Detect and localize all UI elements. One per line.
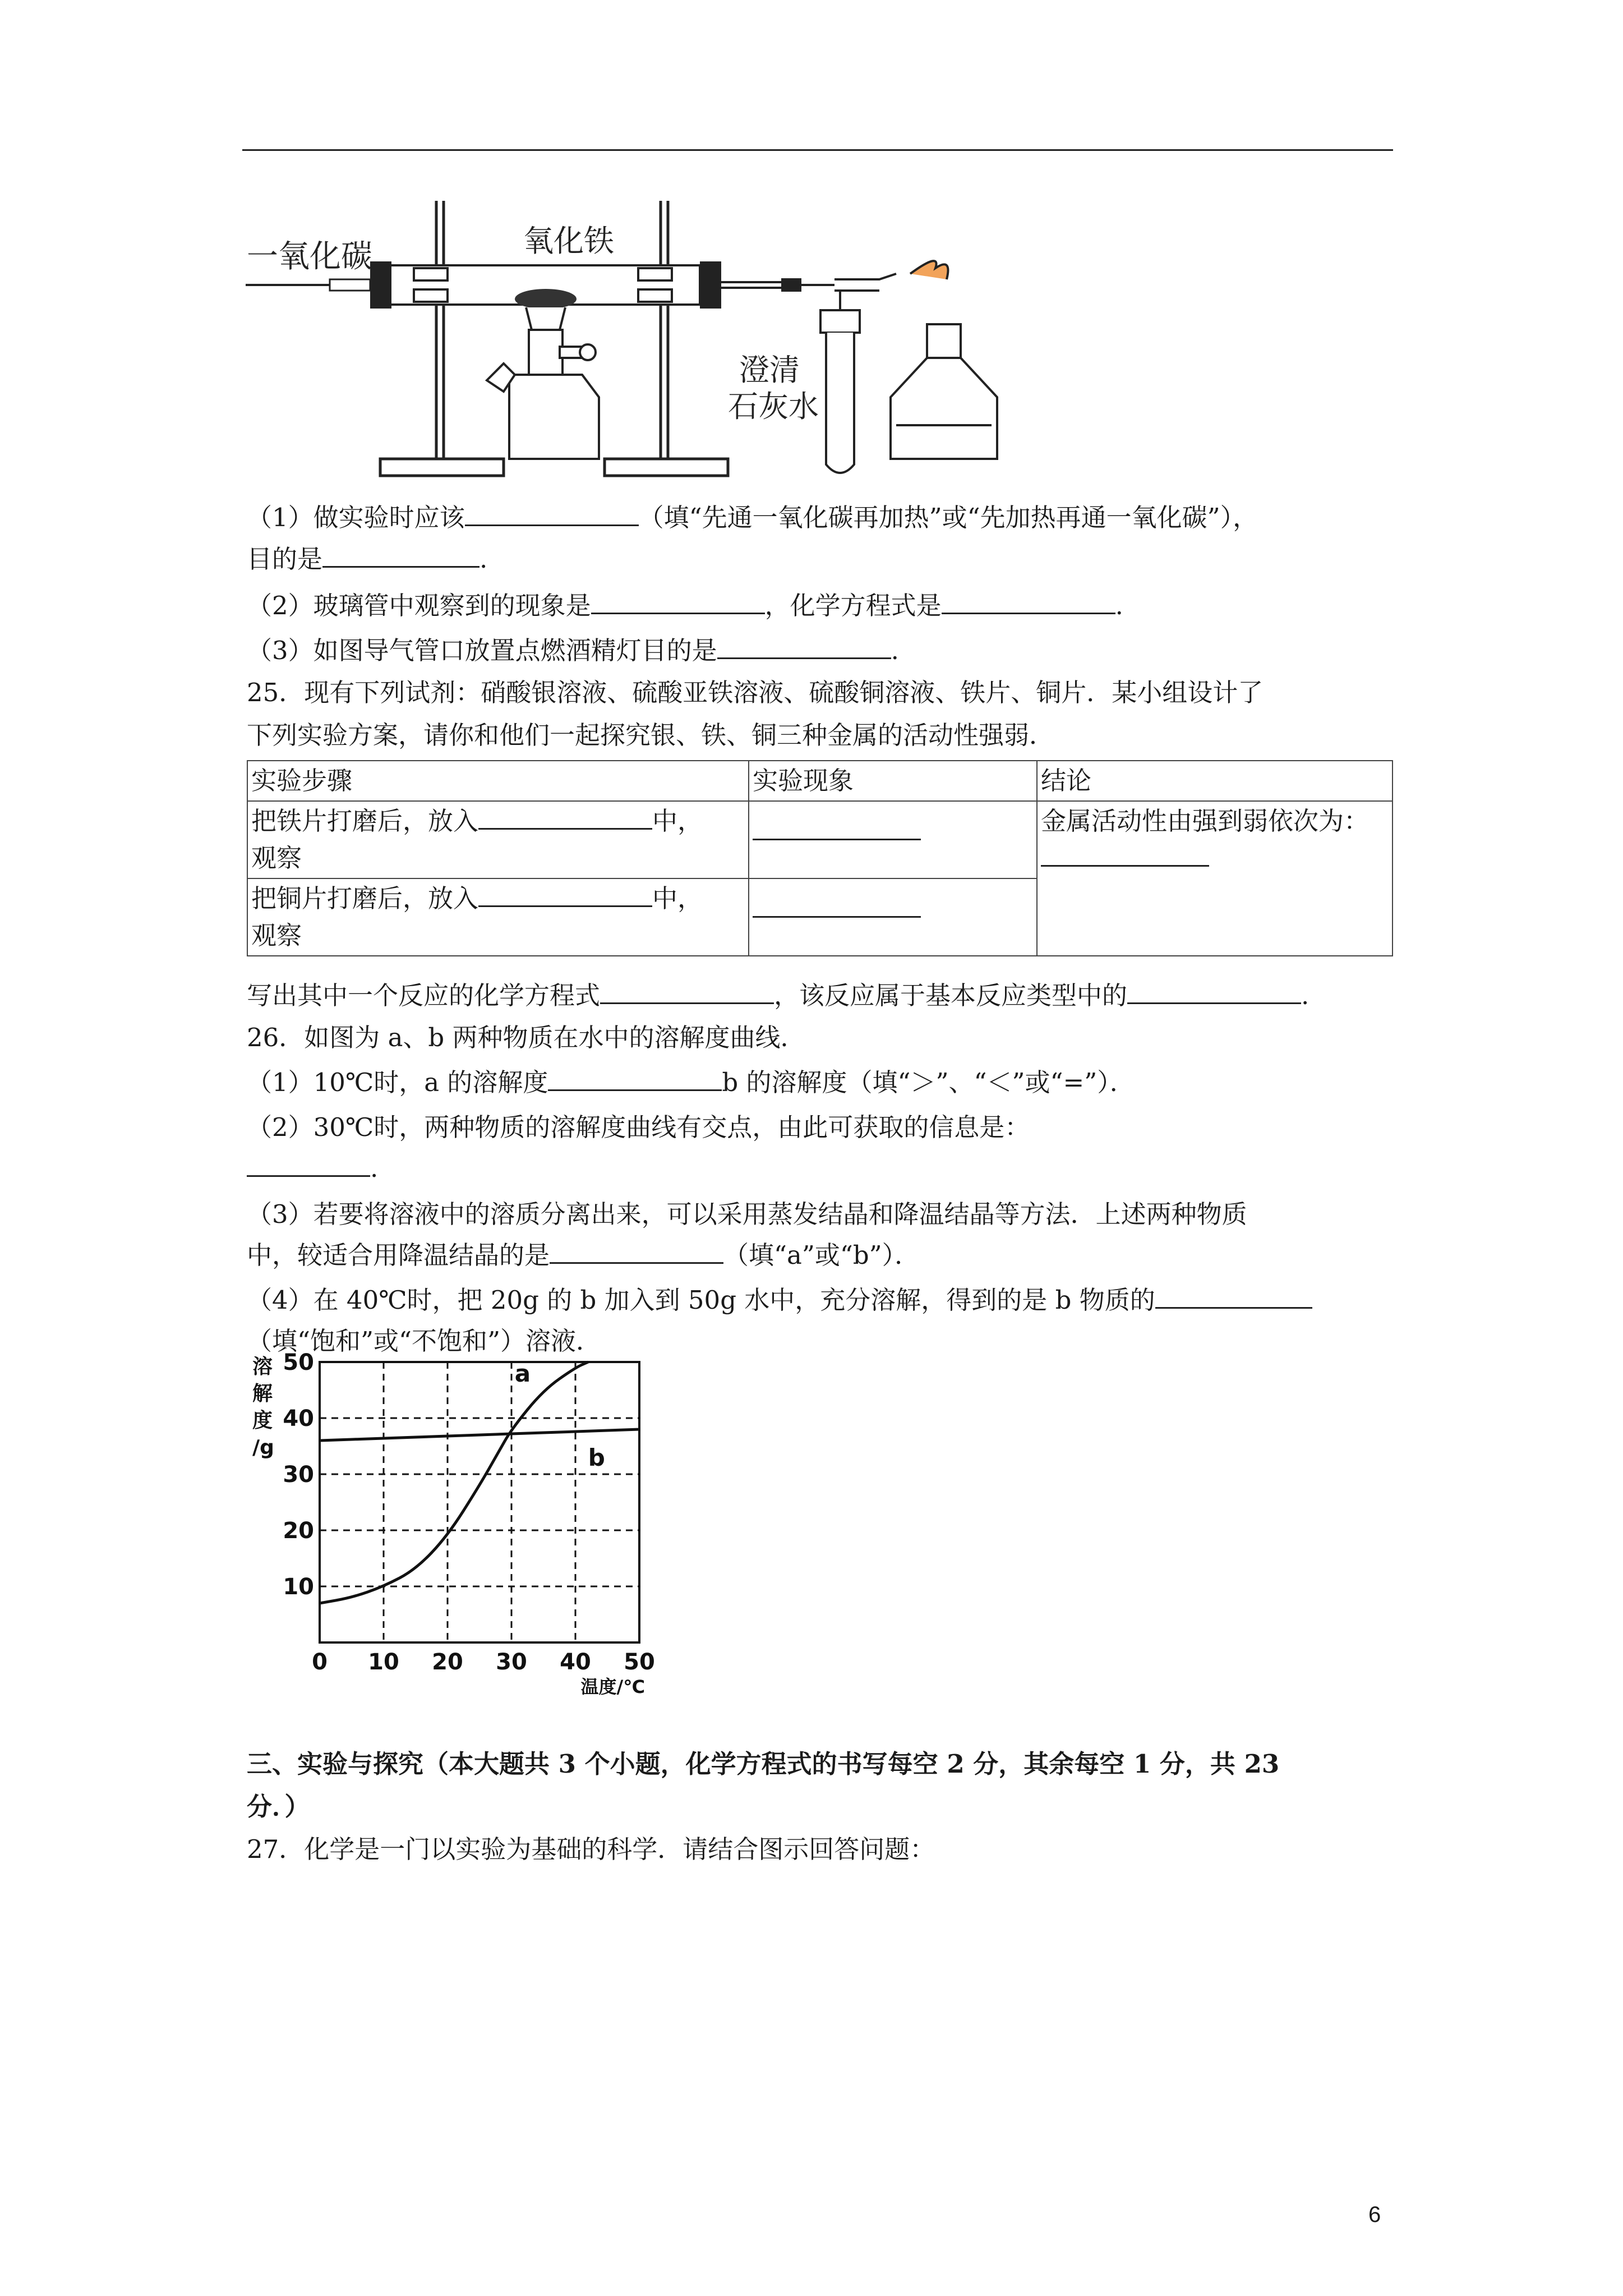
answer-blank[interactable] <box>717 633 891 659</box>
x-tick-label: 20 <box>432 1649 463 1675</box>
answer-blank[interactable] <box>942 588 1115 614</box>
q24-part1-line1: （1）做实验时应该 （填“先通一氧化碳再加热”或“先加热再通一氧化碳”）， <box>247 498 1258 537</box>
series-a-curve <box>320 1362 588 1603</box>
x-tick-label: 40 <box>560 1649 591 1675</box>
header-observation: 实验现象 <box>749 761 1037 801</box>
y-tick-label: 40 <box>283 1406 314 1432</box>
series-a-label: a <box>514 1360 531 1387</box>
q25-intro-line2: 下列实验方案，请你和他们一起探究银、铁、铜三种金属的活动性强弱． <box>247 720 1055 750</box>
x-tick-label: 0 <box>312 1649 328 1675</box>
header-rule <box>242 149 1393 151</box>
conclusion-cell: 金属活动性由强到弱依次为： <box>1037 801 1393 956</box>
series-b-curve <box>320 1429 639 1441</box>
answer-blank[interactable] <box>247 1151 370 1177</box>
x-tick-label: 30 <box>496 1649 527 1675</box>
observation-copper <box>749 878 1037 956</box>
q27-intro: 27．化学是一门以实验为基础的科学．请结合图示回答问题： <box>247 1834 935 1864</box>
step-copper: 把铜片打磨后，放入 中， 观察 <box>247 878 749 956</box>
solubility-chart <box>247 1350 655 1704</box>
iron-oxide-label: 氧化铁 <box>523 223 614 259</box>
q24-part1-line2: 目的是 . <box>247 540 487 579</box>
header-steps: 实验步骤 <box>247 761 749 801</box>
x-tick-label: 10 <box>368 1649 399 1675</box>
q26-part3-line1: （3）若要将溶液中的溶质分离出来，可以采用蒸发结晶和降温结晶等方法．上述两种物质 <box>247 1199 1247 1229</box>
header-conclusion: 结论 <box>1037 761 1393 801</box>
q25-equation-line: 写出其中一个反应的化学方程式 ，该反应属于基本反应类型中的 . <box>247 976 1309 1015</box>
y-axis-label: 溶 <box>252 1355 273 1378</box>
q26-intro: 26．如图为 a、b 两种物质在水中的溶解度曲线． <box>247 1023 806 1052</box>
plot-frame <box>320 1362 639 1642</box>
answer-blank[interactable] <box>1155 1282 1312 1309</box>
q26-part4-line2: （填“饱和”或“不饱和”）溶液． <box>247 1326 602 1356</box>
q26-part3-line2: 中，较适合用降温结晶的是 （填“a”或“b”）． <box>247 1236 920 1275</box>
answer-blank[interactable] <box>753 814 921 840</box>
co-reduction-apparatus-figure <box>246 195 1000 484</box>
observation-iron <box>749 801 1037 878</box>
x-tick-label: 50 <box>624 1649 655 1675</box>
answer-blank[interactable] <box>1127 978 1301 1004</box>
section3-title-line2: 分．） <box>247 1792 310 1821</box>
y-axis-label: 度 <box>252 1409 273 1432</box>
y-axis-label: /g <box>252 1436 274 1459</box>
answer-blank[interactable] <box>550 1237 723 1264</box>
q26-part4-line1: （4）在 40℃时，把 20g 的 b 加入到 50g 水中，充分溶解，得到的是 b 物质的 <box>247 1281 1312 1320</box>
y-tick-label: 50 <box>283 1350 314 1375</box>
limewater-label-2: 石灰水 <box>728 389 819 424</box>
q24-part2: （2）玻璃管中观察到的现象是 ，化学方程式是 . <box>247 586 1123 625</box>
q24-part3: （3）如图导气管口放置点燃酒精灯目的是 . <box>247 631 899 670</box>
answer-blank[interactable] <box>1041 840 1209 867</box>
answer-blank[interactable] <box>753 891 921 918</box>
answer-blank[interactable] <box>600 978 774 1004</box>
limewater-label-1: 澄清 <box>739 352 800 388</box>
x-axis-label: 温度/℃ <box>580 1676 645 1697</box>
y-axis-label: 解 <box>252 1382 273 1405</box>
answer-blank[interactable] <box>465 500 639 526</box>
section3-title-line1: 三、实验与探究（本大题共 3 个小题，化学方程式的书写每空 2 分，其余每空 1 分，共 23 <box>247 1749 1280 1779</box>
page-number: 6 <box>1368 2202 1381 2227</box>
y-tick-label: 10 <box>283 1574 314 1600</box>
answer-blank[interactable] <box>591 588 765 614</box>
answer-blank[interactable] <box>478 803 652 830</box>
step-iron: 把铁片打磨后，放入 中， 观察 <box>247 801 749 878</box>
answer-blank[interactable] <box>478 881 652 907</box>
q26-part2-answer: . <box>247 1149 378 1188</box>
y-tick-label: 30 <box>283 1462 314 1488</box>
q26-part2: （2）30℃时，两种物质的溶解度曲线有交点，由此可获取的信息是： <box>247 1112 1030 1142</box>
series-b-label: b <box>588 1444 605 1471</box>
answer-blank[interactable] <box>322 541 479 568</box>
q25-intro-line1: 25．现有下列试剂：硝酸银溶液、硫酸亚铁溶液、硫酸铜溶液、铁片、铜片．某小组设计了 <box>247 678 1264 707</box>
y-tick-label: 20 <box>283 1518 314 1544</box>
experiment-table <box>247 760 1393 956</box>
answer-blank[interactable] <box>548 1065 722 1091</box>
q26-part1: （1）10℃时，a 的溶解度 b 的溶解度（填“＞”、“＜”或“=”）． <box>247 1063 1135 1102</box>
co-label: 一氧化碳 <box>247 238 372 275</box>
